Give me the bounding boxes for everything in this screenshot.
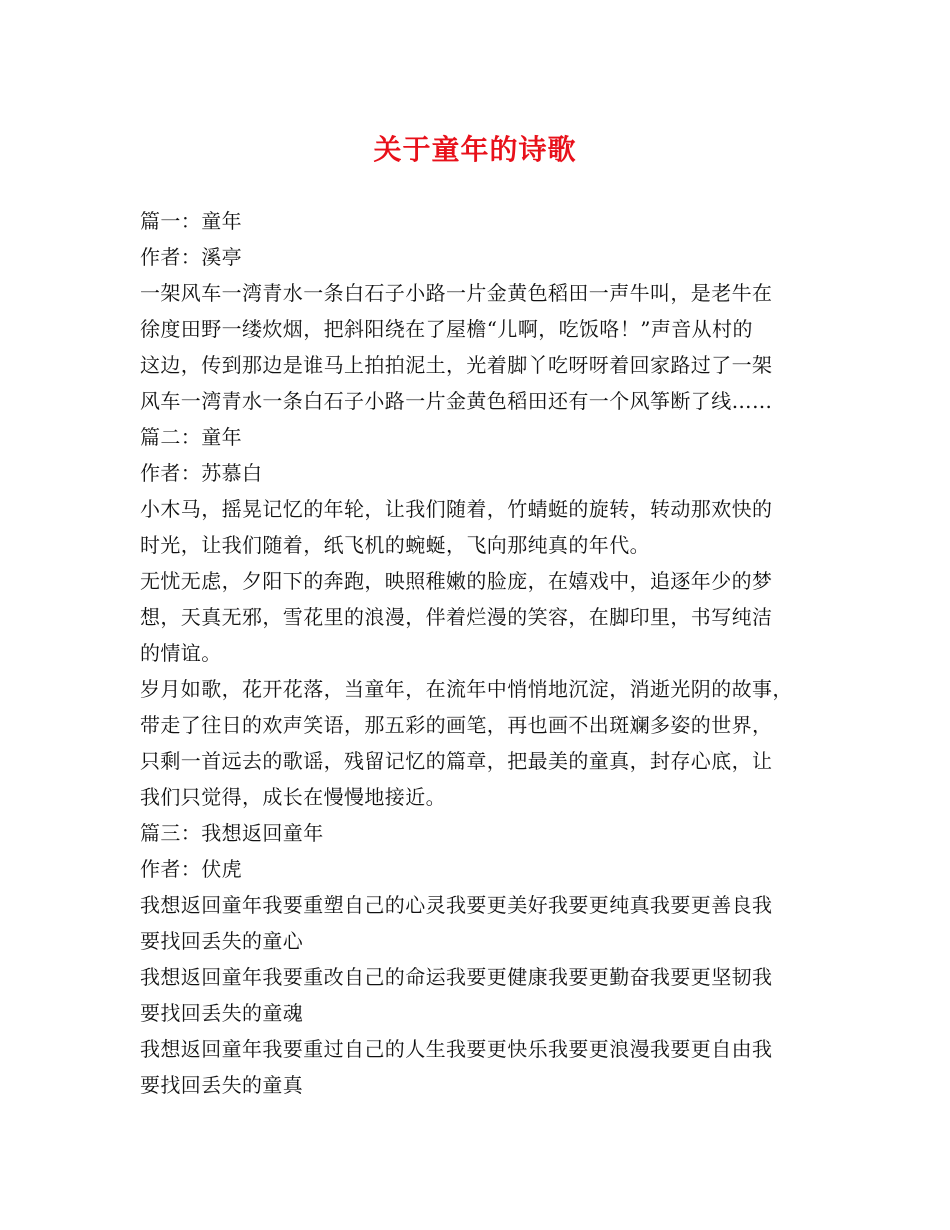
author-poem-1: 作者：溪亭: [140, 245, 242, 269]
text-line: 一架风车一湾青水一条白石子小路一片金黄色稻田一声牛叫，是老牛在: [140, 281, 773, 305]
text-line: 这边，传到那边是谁马上拍拍泥土，光着脚丫吃呀呀着回家路过了一架: [140, 353, 773, 377]
text-line: 我想返回童年我要重改自己的命运我要更健康我要更勤奋我要更坚韧我: [140, 965, 773, 989]
text-line: 我想返回童年我要重过自己的人生我要更快乐我要更浪漫我要更自由我: [140, 1037, 773, 1061]
text-line: 岁月如歌，花开花落，当童年，在流年中悄悄地沉淀，消逝光阴的故事，: [140, 677, 793, 701]
author-poem-2: 作者：苏慕白: [140, 461, 263, 485]
text-line: 想，天真无邪，雪花里的浪漫，伴着烂漫的笑容，在脚印里，书写纯洁: [140, 605, 773, 629]
text-line: 我们只觉得，成长在慢慢地接近。: [140, 785, 446, 809]
text-line: 徐度田野一缕炊烟，把斜阳绕在了屋檐“儿啊，吃饭咯！”声音从村的: [140, 317, 753, 341]
text-line: 我想返回童年我要重塑自己的心灵我要更美好我要更纯真我要更善良我: [140, 893, 773, 917]
text-line: 风车一湾青水一条白石子小路一片金黄色稻田还有一个风筝断了线……: [140, 389, 773, 413]
document-body: [140, 203, 818, 1103]
text-line: 要找回丢失的童心: [140, 929, 304, 953]
text-line: 要找回丢失的童真: [140, 1073, 304, 1097]
text-line: 要找回丢失的童魂: [140, 1001, 304, 1025]
page-title: 关于童年的诗歌: [373, 133, 577, 166]
text-line: 带走了往日的欢声笑语，那五彩的画笔，再也画不出斑斓多姿的世界，: [140, 713, 773, 737]
text-line: 小木马，摇晃记忆的年轮，让我们随着，竹蜻蜓的旋转，转动那欢快的: [140, 497, 773, 521]
heading-poem-3: 篇三：我想返回童年: [140, 821, 324, 845]
text-line: 无忧无虑，夕阳下的奔跑，映照稚嫩的脸庞，在嬉戏中，追逐年少的梦: [140, 569, 773, 593]
heading-poem-1: 篇一：童年: [140, 209, 242, 233]
text-line: 时光，让我们随着，纸飞机的蜿蜒，飞向那纯真的年代。: [140, 533, 650, 557]
text-line: 的情谊。: [140, 641, 222, 665]
heading-poem-2: 篇二：童年: [140, 425, 242, 449]
text-line: 只剩一首远去的歌谣，残留记忆的篇章，把最美的童真，封存心底，让: [140, 749, 773, 773]
author-poem-3: 作者：伏虎: [140, 857, 242, 881]
